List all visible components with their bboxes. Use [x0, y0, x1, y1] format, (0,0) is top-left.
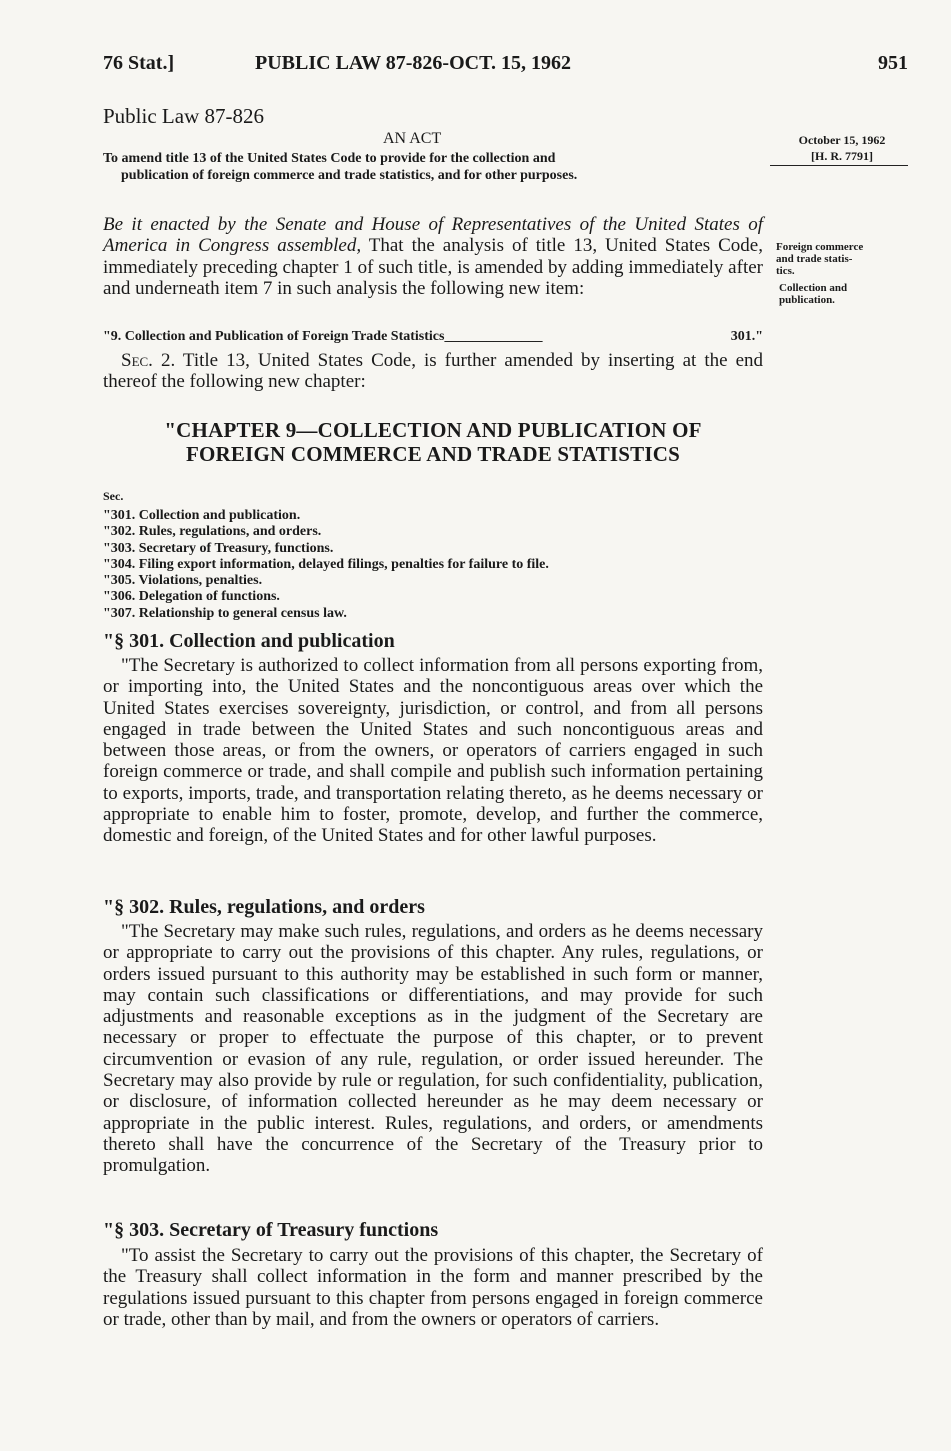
purpose-line-2: publication of foreign commerce and trade statistics, and for other purposes. — [121, 168, 578, 183]
section-301-heading: "§ 301. Collection and publication — [103, 630, 395, 652]
section-302-text: "The Secretary may make such rules, regulations, and orders as he deems necessary or appropriate to carry out the provisions of this chapter. Any rules, regulations, or orders issued pursuant to this authority may be established in such form or manner, may contain such classifications or differentiations, and may provide for such adjustments and reasonable exceptions as in the judgment of the Secretary are necessary or proper to effectuate the purpose of this chapter, or to prevent circumvention or evasion of any rule, regulation, or order issued hereunder. The Secretary may also provide by rule or regulation, for such confidentiality, publication, or disclosure, of information collected hereunder as he may deem necessary or appropriate in the public interest. Rules, regulations, and orders, or amendments thereto shall have the concurrence of the Secretary of the Treasury prior to promulgation. — [103, 921, 763, 1177]
section-2-text: Title 13, United States Code, is further amended by inserting at the end thereof the following new chapter: — [103, 350, 763, 393]
running-title: PUBLIC LAW 87-826-OCT. 15, 1962 — [255, 52, 571, 74]
chapter-table-of-contents — [103, 508, 763, 622]
item-section-number: 301." — [730, 329, 763, 344]
chapter-heading: "CHAPTER 9—COLLECTION AND PUBLICATION OF FOREIGN COMMERCE AND TRADE STATISTICS — [164, 418, 702, 466]
toc-item: "306. Delegation of functions. — [103, 589, 280, 605]
toc-item: "303. Secretary of Treasury, functions. — [103, 540, 334, 556]
margin-note-collection: Collection and publication. — [779, 282, 848, 306]
toc-label: Sec. — [103, 489, 124, 503]
item-text: "9. Collection and Publication of Foreign Trade Statistics______________ — [103, 329, 543, 344]
purpose-line-1: To amend title 13 of the United States Code to provide for the collection and — [103, 151, 556, 166]
toc-item: "302. Rules, regulations, and orders. — [103, 524, 322, 540]
toc-item: "304. Filing export information, delayed filings, penalties for failure to file. — [103, 556, 549, 572]
toc-item: "301. Collection and publication. — [103, 508, 301, 523]
enacting-text: That the analysis of title 13, United States Code, immediately preceding chapter 1 of such title, is amended by adding immediately after and underneath item 7 in such analysis the following new item: — [103, 235, 763, 299]
new-analysis-item — [103, 329, 763, 345]
enacting-clause — [103, 214, 763, 299]
bill-number: [H. R. 7791] — [811, 149, 873, 163]
margin-rule — [770, 165, 908, 166]
act-purpose — [103, 150, 763, 184]
section-303-heading: "§ 303. Secretary of Treasury functions — [103, 1219, 439, 1241]
statute-volume: 76 Stat.] — [103, 52, 175, 74]
section-301-text: "The Secretary is authorized to collect information from all persons exporting from, or importing into, the United States and the noncontiguous areas over which the United States exercises sovereignty, jurisdiction, or control, and from all persons engaged in trade between the United States and such noncontiguous areas and between those areas, or from the owners, or operators of carriers engaged in such foreign commerce or trade, and shall compile and publish such information pertaining to exports, imports, trade, and transportation relating thereto, as he deems necessary or appropriate to enable him to foster, promote, develop, and further the commerce, domestic and foreign, of the United States and for other lawful purposes. — [103, 655, 763, 847]
an-act-heading: AN ACT — [383, 130, 442, 147]
toc-item: "305. Violations, penalties. — [103, 573, 263, 589]
enactment-date: October 15, 1962 — [798, 133, 886, 147]
section-label: Sec. 2. — [121, 350, 176, 371]
section-302-heading: "§ 302. Rules, regulations, and orders — [103, 896, 425, 918]
margin-date — [776, 132, 908, 164]
page-number: 951 — [878, 52, 908, 74]
enacting-formula: Be it enacted by the Senate and House of Representatives of the United States of America in Congress assembled, — [103, 214, 763, 257]
section-2 — [103, 350, 763, 393]
running-head — [103, 52, 908, 78]
section-303-text: "To assist the Secretary to carry out the provisions of this chapter, the Secretary of the Treasury shall collect information in the form and manner prescribed by the regulations issued pursuant to this chapter from persons engaged in foreign commerce or trade, other than by mail, and from the owners or operators of carriers. — [103, 1245, 763, 1330]
margin-note-foreign-commerce: Foreign commerce and trade statis- tics. — [776, 241, 864, 277]
toc-item: "307. Relationship to general census law. — [103, 605, 347, 621]
law-title: Public Law 87-826 — [103, 104, 264, 128]
